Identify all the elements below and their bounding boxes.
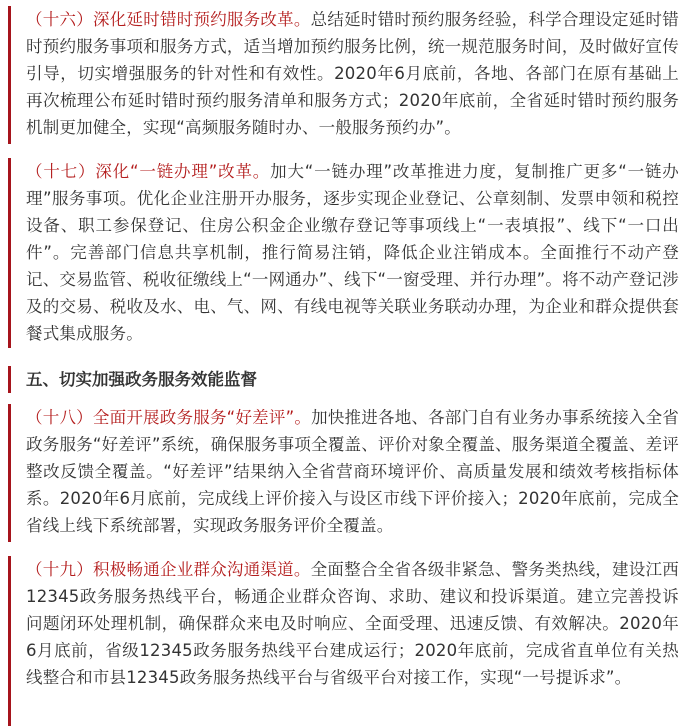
- section-heading-block: [0, 366, 689, 393]
- paragraph-17-lead: （十七）深化“一链办理”改革。: [26, 162, 271, 181]
- paragraph-19-block: [0, 556, 689, 691]
- paragraph-17-side-bar: [8, 158, 11, 348]
- paragraph-17: [26, 158, 679, 347]
- paragraph-19-lead: （十九）积极畅通企业群众沟通渠道。: [26, 560, 311, 579]
- paragraph-16-side-bar: [8, 6, 11, 144]
- paragraph-18-body: 加快推进各地、各部门自有业务办事系统接入全省政务服务“好差评”系统，确保服务事项全覆盖、评价对象全覆盖、服务渠道全覆盖、差评整改反馈全覆盖。“好差评”结果纳入全省营商环境评价、高质量发展和绩效考核指标体系。2020年6月底前，完成线上评价接入与设区市线下评价接入；2020年底前，完成全省线上线下系统部署，实现政务服务评价全覆盖。: [26, 408, 679, 535]
- paragraph-16-block: [0, 6, 689, 141]
- paragraph-16-lead: （十六）深化延时错时预约服务改革。: [26, 10, 311, 29]
- paragraph-19-side-bar: [8, 556, 11, 726]
- paragraph-18: [26, 404, 679, 539]
- paragraph-18-lead: （十八）全面开展政务服务“好差评”。: [26, 408, 312, 427]
- section-heading-side-bar: [8, 366, 11, 393]
- section-heading: 五、切实加强政务服务效能监督: [26, 370, 257, 389]
- paragraph-18-side-bar: [8, 404, 11, 542]
- paragraph-16-body: 总结延时错时预约服务经验，科学合理设定延时错时预约服务事项和服务方式，适当增加预约服务比例，统一规范服务时间，及时做好宣传引导，切实增强服务的针对性和有效性。2020年6月底前，各地、各部门在原有基础上再次梳理公布延时错时预约服务清单和服务方式；2020年底前，全省延时错时预约服务机制更加健全，实现“高频服务随时办、一般服务预约办”。: [26, 10, 679, 137]
- paragraph-19-body: 全面整合全省各级非紧急、警务类热线，建设江西12345政务服务热线平台，畅通企业群众咨询、求助、建议和投诉渠道。建立完善投诉问题闭环处理机制，确保群众来电及时响应、全面受理、迅速反馈、有效解决。2020年6月底前，省级12345政务服务热线平台建成运行；2020年底前，完成省直单位有关热线整合和市县12345政务服务热线平台与省级平台对接工作，实现“一号提诉求”。: [26, 560, 679, 687]
- paragraph-17-body: 加大“一链办理”改革推进力度，复制推广更多“一链办理”服务事项。优化企业注册开办服务，逐步实现企业登记、公章刻制、发票申领和税控设备、职工参保登记、住房公积金企业缴存登记等事项线上“一表填报”、线下“一口出件”。完善部门信息共享机制，推行简易注销，降低企业注销成本。全面推行不动产登记、交易监管、税收征缴线上“一网通办”、线下“一窗受理、并行办理”。将不动产登记涉及的交易、税收及水、电、气、网、有线电视等关联业务联动办理，为企业和群众提供套餐式集成服务。: [26, 162, 679, 343]
- paragraph-19: [26, 556, 679, 691]
- paragraph-17-block: [0, 158, 689, 347]
- paragraph-18-block: [0, 404, 689, 539]
- paragraph-16: [26, 6, 679, 141]
